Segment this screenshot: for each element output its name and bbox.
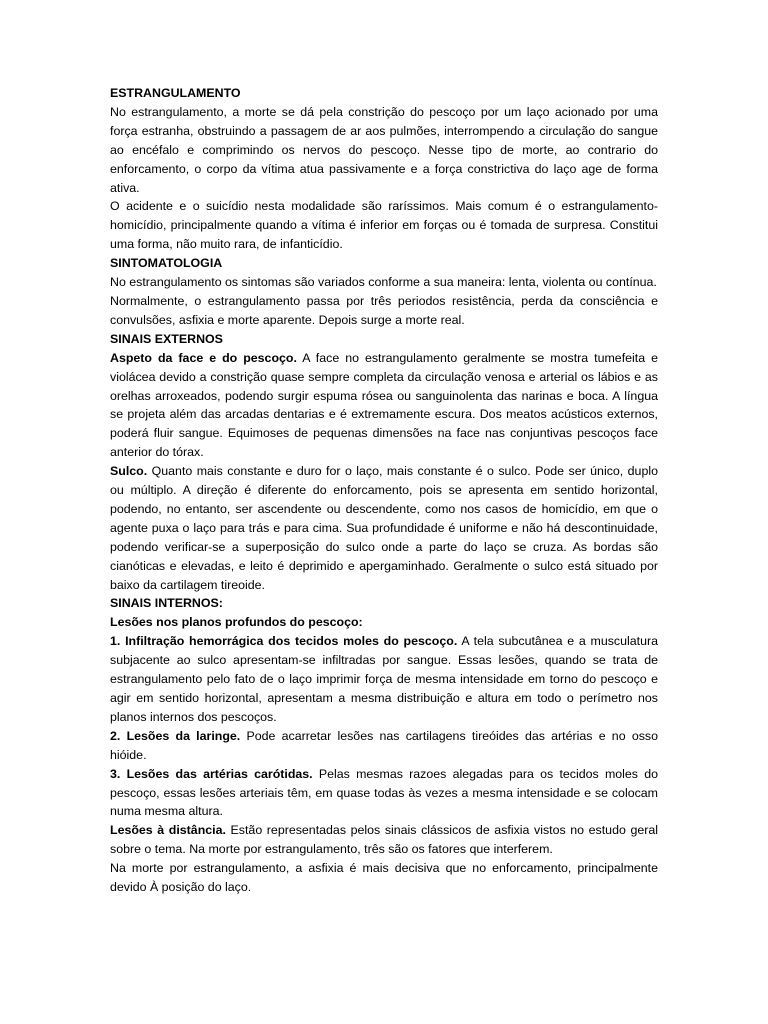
lead-carotidas: 3. Lesões das artérias carótidas.: [110, 766, 313, 781]
list-item-laringe: [110, 727, 658, 765]
list-item-infiltracao: [110, 632, 658, 727]
section-heading-sinais-externos: SINAIS EXTERNOS: [110, 331, 223, 346]
paragraph-sulco: [110, 462, 658, 594]
lead-sulco: Sulco.: [110, 464, 148, 479]
paragraph-definition: No estrangulamento, a morte se dá pela constrição do pescoço por um laço acionado por uma força estranha, obstruindo a passagem de ar aos pulmões, interrompendo a circulação do sangue ao encéfalo e comprimindo os nervos do pescoço. Nesse tipo de morte, ao contrario do enforcamento, o corpo da vítima atua passivamente e a força constrictiva do laço age de forma ativa.: [110, 104, 658, 195]
text-carotidas: Pelas mesmas razoes alegadas para os tecidos moles do pescoço, essas lesões arteriais têm, em quase todas às vezes a mesma intensidade e se colocam numa mesma altura.: [110, 766, 659, 819]
lead-laringe: 2. Lesões da laringe.: [110, 728, 241, 743]
list-item-carotidas: [110, 765, 658, 822]
text-sulco: Quanto mais constante e duro for o laço, mais constante é o sulco. Pode ser único, duplo ou múltiplo. A direção é diferente do enforcamento, pois se apresenta em sentido horizontal, podendo, no entanto, ser ascendente ou descendente, como nos casos de homicídio, em que o agente puxa o laço para trás e para cima. Sua profundidade é uniforme e não há descontinuidade, podendo verificar-se a superposição do sulco onde a parte do laço se cruza. As bordas são cianóticas e elevadas, e leito é deprimido e apergaminhado. Geralmente o sulco está situado por baixo da cartilagem tireoide.: [110, 464, 658, 592]
text-face-neck: A face no estrangulamento geralmente se mostra tumefeita e violácea devido a constrição quase sempre completa da circulação venosa e arterial os lábios e as orelhas arroxeados, podendo surgir espuma rósea ou sanguinolenta das narinas e boca. A língua se projeta além das arcadas dentarias e é extremamente escura. Dos meatos acústicos externos, poderá fluir sangue. Equimoses de pequenas dimensões na face nas conjuntivas pescoços face anterior do tórax.: [110, 350, 658, 460]
lead-face-neck: Aspeto da face e do pescoço.: [110, 350, 297, 365]
paragraph-distance-lesions: [110, 821, 658, 859]
text-infiltracao: A tela subcutânea e a musculatura subjacente ao sulco apresentam-se infiltradas por sangue. Essas lesões, quando se trata de estrangulamento pelo fato de o laço imprimir força de mesma intensidade em torno do pescoço e agir em sentido horizontal, apresentam a mesma distribuição e altura em todo o perímetro nos planos internos dos pescoços.: [110, 634, 658, 724]
text-distance-lesions: Estão representadas pelos sinais clássicos de asfixia vistos no estudo geral sobre o tema. Na morte por estrangulamento, três são os fatores que interferem.: [110, 823, 658, 857]
lead-infiltracao: 1. Infiltração hemorrágica dos tecidos moles do pescoço.: [110, 634, 458, 649]
paragraph-symptoms: No estrangulamento os sintomas são variados conforme a sua maneira: lenta, violenta ou contínua.: [110, 275, 657, 290]
paragraph-closing: Na morte por estrangulamento, a asfixia é mais decisiva que no enforcamento, principalmente devido À posição do laço.: [110, 861, 658, 895]
section-heading-sinais-internos: SINAIS INTERNOS:: [110, 596, 223, 611]
document-page: [110, 84, 658, 897]
paragraph-periods: Normalmente, o estrangulamento passa por três periodos resistência, perda da consciência e convulsões, asfixia e morte aparente. Depois surge a morte real.: [110, 293, 658, 327]
paragraph-face-neck: [110, 349, 658, 462]
text-laringe: Pode acarretar lesões nas cartilagens tireóides das artérias e no osso hióide.: [110, 728, 658, 762]
section-heading-sintomatologia: SINTOMATOLOGIA: [110, 256, 223, 271]
lead-distance-lesions: Lesões à distância.: [110, 823, 226, 838]
section-heading-estrangulamento: ESTRANGULAMENTO: [110, 86, 241, 100]
paragraph-occurrence: O acidente e o suicídio nesta modalidade são raríssimos. Mais comum é o estrangulamento-homicídio, principalmente quando a vítima é inferior em forças ou é tomada de surpresa. Constitui uma forma, não muito rara, de infanticídio.: [110, 199, 658, 252]
subheading-deep-lesions: Lesões nos planos profundos do pescoço:: [110, 615, 363, 630]
